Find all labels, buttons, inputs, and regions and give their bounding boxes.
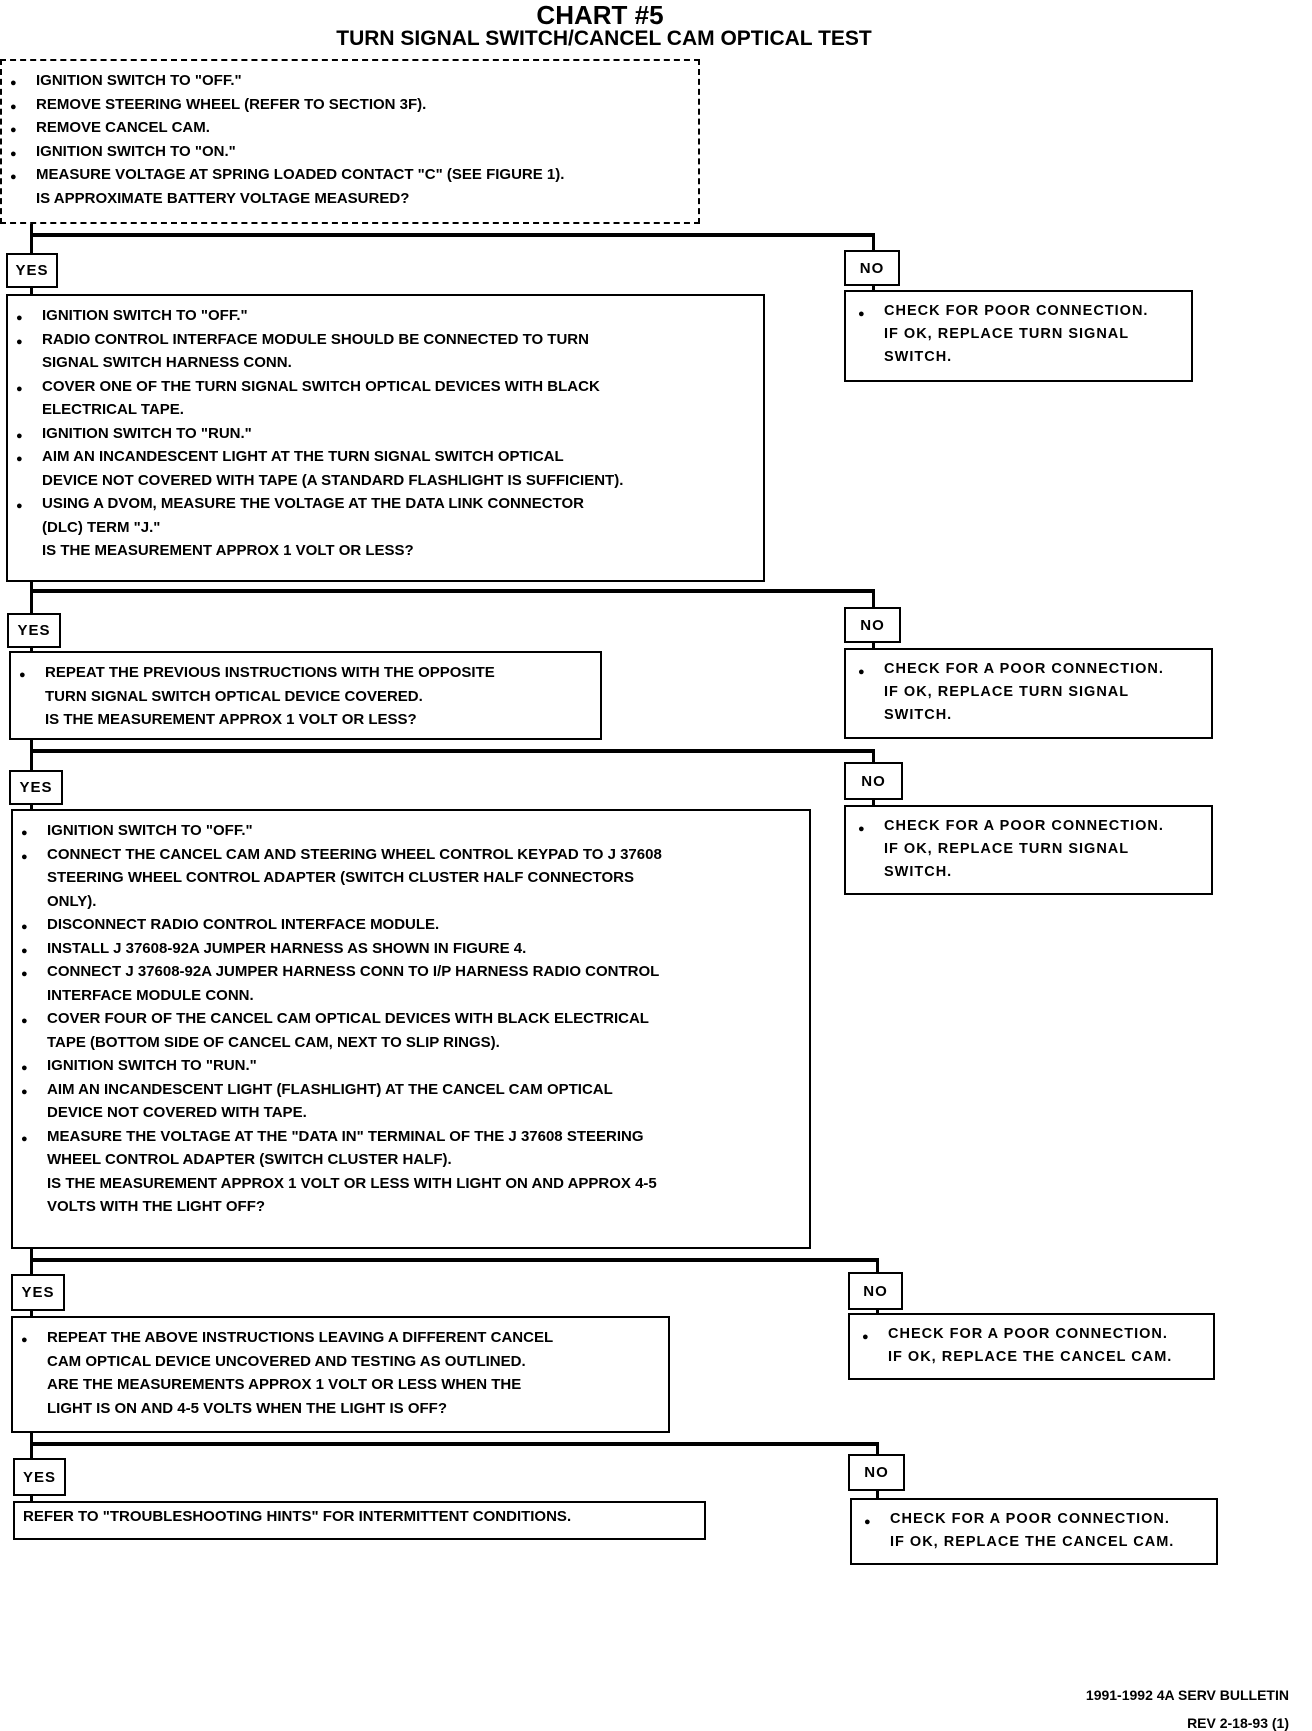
instruction-line: SWITCH. xyxy=(884,349,953,365)
instruction-line: IGNITION SWITCH TO "OFF." xyxy=(36,72,242,89)
bullet-icon: ● xyxy=(16,500,23,512)
instruction-line: SWITCH. xyxy=(884,707,953,723)
instruction-line: USING A DVOM, MEASURE THE VOLTAGE AT THE DATA LINK CONNECTOR xyxy=(42,495,584,512)
instruction-line: REPEAT THE ABOVE INSTRUCTIONS LEAVING A DIFFERENT CANCEL xyxy=(47,1329,554,1346)
instruction-line: REMOVE STEERING WHEEL (REFER TO SECTION 3F). xyxy=(36,95,427,113)
chart-title: TURN SIGNAL SWITCH/CANCEL CAM OPTICAL TEST xyxy=(336,27,872,50)
instruction-line: IF OK, REPLACE TURN SIGNAL xyxy=(884,841,1130,857)
instruction-line: SWITCH. xyxy=(884,864,953,880)
bullet-icon: ● xyxy=(21,1062,28,1074)
instruction-line: ONLY). xyxy=(47,892,97,910)
branch-line xyxy=(30,233,874,237)
instruction-line: REFER TO "TROUBLESHOOTING HINTS" FOR INTERMITTENT CONDITIONS. xyxy=(23,1508,572,1525)
bullet-icon: ● xyxy=(21,1085,28,1098)
instruction-line: CONNECT THE CANCEL CAM AND STEERING WHEEL CONTROL KEYPAD TO J 37608 xyxy=(47,845,662,863)
instruction-line: TURN SIGNAL SWITCH OPTICAL DEVICE COVERED. xyxy=(45,687,423,705)
no-label: NO xyxy=(844,607,901,643)
bullet-icon: ● xyxy=(16,429,23,442)
bullet-icon: ● xyxy=(10,77,17,89)
no-label: NO xyxy=(844,250,900,286)
instruction-line: REPEAT THE PREVIOUS INSTRUCTIONS WITH THE OPPOSITE xyxy=(45,664,495,681)
instruction-line: IF OK, REPLACE TURN SIGNAL xyxy=(884,326,1130,342)
bullet-icon: ● xyxy=(10,124,17,136)
instruction-line: INSTALL J 37608-92A JUMPER HARNESS AS SHOWN IN FIGURE 4. xyxy=(47,939,527,957)
bullet-icon: ● xyxy=(21,1015,28,1027)
instruction-line: VOLTS WITH THE LIGHT OFF? xyxy=(47,1198,266,1215)
instruction-line: CONNECT J 37608-92A JUMPER HARNESS CONN TO I/P HARNESS RADIO CONTROL xyxy=(47,963,660,980)
instruction-line: CAM OPTICAL DEVICE UNCOVERED AND TESTING AS OUTLINED. xyxy=(47,1352,526,1370)
branch-line xyxy=(30,1442,878,1446)
bullet-icon: ● xyxy=(10,171,17,183)
bullet-icon: ● xyxy=(864,1516,871,1528)
instruction-line: STEERING WHEEL CONTROL ADAPTER (SWITCH CLUSTER HALF CONNECTORS xyxy=(47,869,634,886)
instruction-line: RADIO CONTROL INTERFACE MODULE SHOULD BE CONNECTED TO TURN xyxy=(42,330,589,348)
instruction-line: REMOVE CANCEL CAM. xyxy=(36,119,210,136)
branch-line xyxy=(30,589,874,593)
step-box xyxy=(11,809,811,1249)
bullet-icon: ● xyxy=(10,100,17,113)
yes-label: YES xyxy=(6,253,58,288)
no-result-box xyxy=(848,1313,1215,1380)
footer-bulletin: 1991-1992 4A SERV BULLETIN xyxy=(1085,1687,1289,1703)
instruction-line: IF OK, REPLACE TURN SIGNAL xyxy=(884,684,1130,700)
yes-label: YES xyxy=(11,1274,65,1311)
instruction-line: WHEEL CONTROL ADAPTER (SWITCH CLUSTER HALF). xyxy=(47,1151,452,1168)
instruction-line: AIM AN INCANDESCENT LIGHT (FLASHLIGHT) AT THE CANCEL CAM OPTICAL xyxy=(47,1080,613,1098)
bullet-icon: ● xyxy=(21,1334,28,1346)
no-label: NO xyxy=(848,1272,903,1310)
instruction-line: TAPE (BOTTOM SIDE OF CANCEL CAM, NEXT TO SLIP RINGS). xyxy=(47,1033,500,1051)
instruction-line: CHECK FOR A POOR CONNECTION. xyxy=(884,818,1164,834)
bullet-icon: ● xyxy=(16,382,23,395)
no-result-box xyxy=(844,648,1213,739)
bullet-icon: ● xyxy=(21,944,28,957)
instruction-line: COVER FOUR OF THE CANCEL CAM OPTICAL DEVICES WITH BLACK ELECTRICAL xyxy=(47,1010,649,1027)
instruction-line: DISCONNECT RADIO CONTROL INTERFACE MODULE. xyxy=(47,916,440,933)
instruction-line: IS THE MEASUREMENT APPROX 1 VOLT OR LESS WITH LIGHT ON AND APPROX 4-5 xyxy=(47,1174,657,1192)
yes-label: YES xyxy=(9,770,63,805)
instruction-line: INTERFACE MODULE CONN. xyxy=(47,986,254,1004)
instruction-line: MEASURE VOLTAGE AT SPRING LOADED CONTACT "C" (SEE FIGURE 1). xyxy=(36,166,565,183)
instruction-line: COVER ONE OF THE TURN SIGNAL SWITCH OPTICAL DEVICES WITH BLACK xyxy=(42,377,600,395)
instruction-line: MEASURE THE VOLTAGE AT THE "DATA IN" TERMINAL OF THE J 37608 STEERING xyxy=(47,1127,644,1145)
instruction-line: ARE THE MEASUREMENTS APPROX 1 VOLT OR LESS WHEN THE xyxy=(47,1376,522,1393)
no-label: NO xyxy=(848,1454,905,1491)
instruction-line: AIM AN INCANDESCENT LIGHT AT THE TURN SIGNAL SWITCH OPTICAL xyxy=(42,448,564,465)
step-box xyxy=(13,1501,706,1540)
instruction-line: IGNITION SWITCH TO "OFF." xyxy=(42,307,248,324)
instruction-line: IF OK, REPLACE THE CANCEL CAM. xyxy=(888,1349,1173,1365)
bullet-icon: ● xyxy=(10,147,17,160)
bullet-icon: ● xyxy=(19,669,26,681)
instruction-line: CHECK FOR POOR CONNECTION. xyxy=(884,303,1149,319)
bullet-icon: ● xyxy=(21,827,28,839)
step-box xyxy=(11,1316,670,1433)
instruction-line: ELECTRICAL TAPE. xyxy=(42,401,184,418)
instruction-line: IS THE MEASUREMENT APPROX 1 VOLT OR LESS? xyxy=(42,542,414,559)
bullet-icon: ● xyxy=(858,823,865,835)
bullet-icon: ● xyxy=(16,335,23,348)
yes-label: YES xyxy=(13,1458,66,1496)
bullet-icon: ● xyxy=(21,1132,28,1145)
footer-revision: REV 2-18-93 (1) xyxy=(1187,1715,1289,1731)
bullet-icon: ● xyxy=(858,666,865,678)
bullet-icon: ● xyxy=(858,308,865,320)
instruction-line: CHECK FOR A POOR CONNECTION. xyxy=(890,1511,1170,1527)
instruction-line: IGNITION SWITCH TO "OFF." xyxy=(47,822,253,839)
no-label: NO xyxy=(844,762,903,800)
bullet-icon: ● xyxy=(16,312,23,324)
instruction-line: LIGHT IS ON AND 4-5 VOLTS WHEN THE LIGHT IS OFF? xyxy=(47,1399,447,1417)
no-result-box xyxy=(850,1498,1218,1565)
instruction-line: IF OK, REPLACE THE CANCEL CAM. xyxy=(890,1534,1175,1550)
start-step-box xyxy=(0,59,700,224)
instruction-line: IGNITION SWITCH TO "ON." xyxy=(36,142,236,160)
branch-line xyxy=(30,1258,878,1262)
bullet-icon: ● xyxy=(21,921,28,933)
bullet-icon: ● xyxy=(16,453,23,465)
instruction-line: CHECK FOR A POOR CONNECTION. xyxy=(888,1326,1168,1342)
no-result-box xyxy=(844,290,1193,382)
no-result-box xyxy=(844,805,1213,895)
instruction-line: IGNITION SWITCH TO "RUN." xyxy=(47,1057,257,1074)
bullet-icon: ● xyxy=(862,1331,869,1343)
instruction-line: IS APPROXIMATE BATTERY VOLTAGE MEASURED? xyxy=(36,189,410,207)
branch-line xyxy=(30,749,874,753)
yes-label: YES xyxy=(7,613,61,648)
step-box xyxy=(6,294,765,582)
instruction-line: IGNITION SWITCH TO "RUN." xyxy=(42,424,252,442)
instruction-line: DEVICE NOT COVERED WITH TAPE (A STANDARD FLASHLIGHT IS SUFFICIENT). xyxy=(42,471,624,489)
instruction-line: SIGNAL SWITCH HARNESS CONN. xyxy=(42,354,292,371)
step-box xyxy=(9,651,602,740)
bullet-icon: ● xyxy=(21,850,28,863)
bullet-icon: ● xyxy=(21,968,28,980)
instruction-line: CHECK FOR A POOR CONNECTION. xyxy=(884,661,1164,677)
chart-number: CHART #5 xyxy=(536,0,664,30)
instruction-line: (DLC) TERM "J." xyxy=(42,518,161,536)
instruction-line: IS THE MEASUREMENT APPROX 1 VOLT OR LESS? xyxy=(45,711,417,728)
instruction-line: DEVICE NOT COVERED WITH TAPE. xyxy=(47,1104,307,1121)
